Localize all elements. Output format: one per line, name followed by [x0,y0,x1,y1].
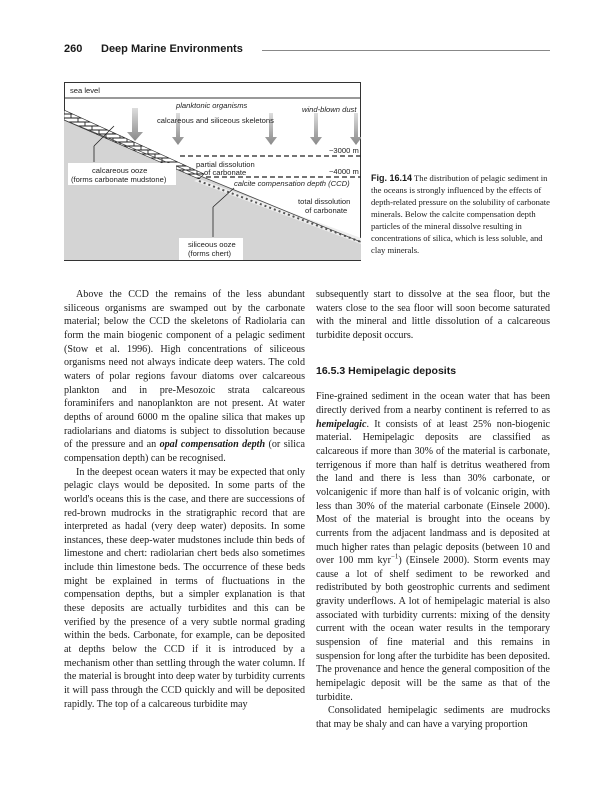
skeletons-label: calcareous and siliceous skeletons [157,116,274,125]
term-hemipelagic: hemipelagic [316,418,367,430]
figure-number: Fig. 16.14 [371,173,413,183]
text: . It consists of at least 25% non-biogenic material. Hemipelagic deposits are classified as calcareous if more than 30% of the material is carbonate, terrigenous if more than half is detritus weathered from the land and there is less than 30% carbonate, or volcanigenic if more than half is of volcanic origin, with less than 30% of the material carbonate (Einsele 2000). Most of the material is brought into the oceans by currents from the adjacent landmass and is deposited at much higher rates than pelagic deposits (between 10 and over 100 mm kyr [316,418,550,567]
text: ) (Einsele 2000). Storm events may cause a lot of shelf sediment to be reworked and redistributed by both geostrophic currents and sediment gravity underflows. A lot of hemipelagic material is also associated with turbidity currents: mixing of the density current with the ocean water results in the temporary suspension of fine material and this remains in suspension for long after the turbidite has been deposited. The provenance and hence the general composition of the hemipelagic deposit will be the same as that of the turbidite. [316,555,550,703]
planktonic-label: planktonic organisms [176,101,248,110]
page-number: 260 [64,43,83,55]
depth-3000-label: ~3000 m [329,146,359,155]
total-dissolution-label-2: of carbonate [305,206,348,215]
sea-level-label: sea level [70,86,100,95]
superscript: −1 [390,552,399,561]
figure-caption [371,172,551,256]
paragraph: Consolidated hemipelagic sediments are mudrocks that may be shaly and can have a varying proportion [316,705,550,731]
paragraph [64,288,305,466]
depth-4000-label: ~4000 m [329,167,359,176]
partial-dissolution-label: partial dissolution [196,160,255,169]
right-column [316,288,550,732]
term-opal-compensation-depth: opal compensation depth [159,439,266,451]
chapter-title: Deep Marine Environments [101,43,243,55]
text: Fine-grained sediment in the ocean water that has been directly derived from a nearby continent is referred to as [316,391,550,416]
siliceous-ooze-label-2: (forms chert) [188,249,232,258]
caption-text: The distribution of pelagic sediment in the oceans is strongly influenced by the effects of depth-related pressure on the solubility of carbonate minerals. Below the calcite compensation depth particles of the mineral dissolve resulting in concentrations of silica, which is less soluble, and clay minerals. [371,173,550,255]
ccd-label: calcite compensation depth (CCD) [234,179,350,188]
text: Above the CCD the remains of the less abundant siliceous organisms are swamped out by the carbonate material; below the CCD the skeletons of Radiolaria can form the main biogenic component of a pelagic sediment (Stow et al. 1996). High concentrations of siliceous organisms need not always indicate deep waters. The cold waters of polar regions favour diatoms over calcareous plankton and in pre-Mesozoic strata calcareous foraminifers and nanoplankton are not present. At water depths of around 6000 m the opaline silica that makes up radiolarians and diatoms is subject to dissolution because of the pressure and an [64,289,305,451]
paragraph [316,390,550,704]
paragraph: In the deepest ocean waters it may be expected that only pelagic clays would be deposited. In some parts of the world's oceans this is the case, and there are successions of red-brown mudrocks in the stratigraphic record that are interpreted as hadal (very deep water) deposits. In some instances, these deep-water mudstones include thin beds of limestone and chert: radiolarian chert beds also sometimes include thin limestone beds. The occurrence of these beds might be explained in terms of fluctuations in the compensation depths, but a simpler explanation is that these deposits are actually turbidites and this can be verified by the presence of a very subtle normal grading within the beds. Carbonate, for example, can be deposited at depths below the CCD if it is introduced by a mechanism other than settling through the water column. If the material is brought into deep water by turbidity currents it will pass through the CCD quickly and will be deposited rapidly. The top of a calcareous turbidite may [64,466,305,710]
calcareous-ooze-label: calcareous ooze [92,166,148,175]
paragraph: subsequently start to dissolve at the sea floor, but the waters close to the sea floor will soon become saturated with the mineral and little dissolution of a calcareous turbidite deposit occurs. [316,289,550,341]
section-heading: 16.5.3 Hemipelagic deposits [316,364,457,377]
calcareous-ooze-label-2: (forms carbonate mudstone) [71,175,167,184]
wind-dust-label: wind-blown dust [302,105,357,114]
total-dissolution-label: total dissolution [298,197,351,206]
header-rule [262,50,550,51]
figure-pelagic-sediment-diagram [64,82,361,262]
siliceous-ooze-label: siliceous ooze [188,240,236,249]
text: (or silica compensation depth) can be recognised. [64,439,306,464]
left-column [64,288,305,711]
partial-dissolution-label-2: of carbonate [204,168,247,177]
